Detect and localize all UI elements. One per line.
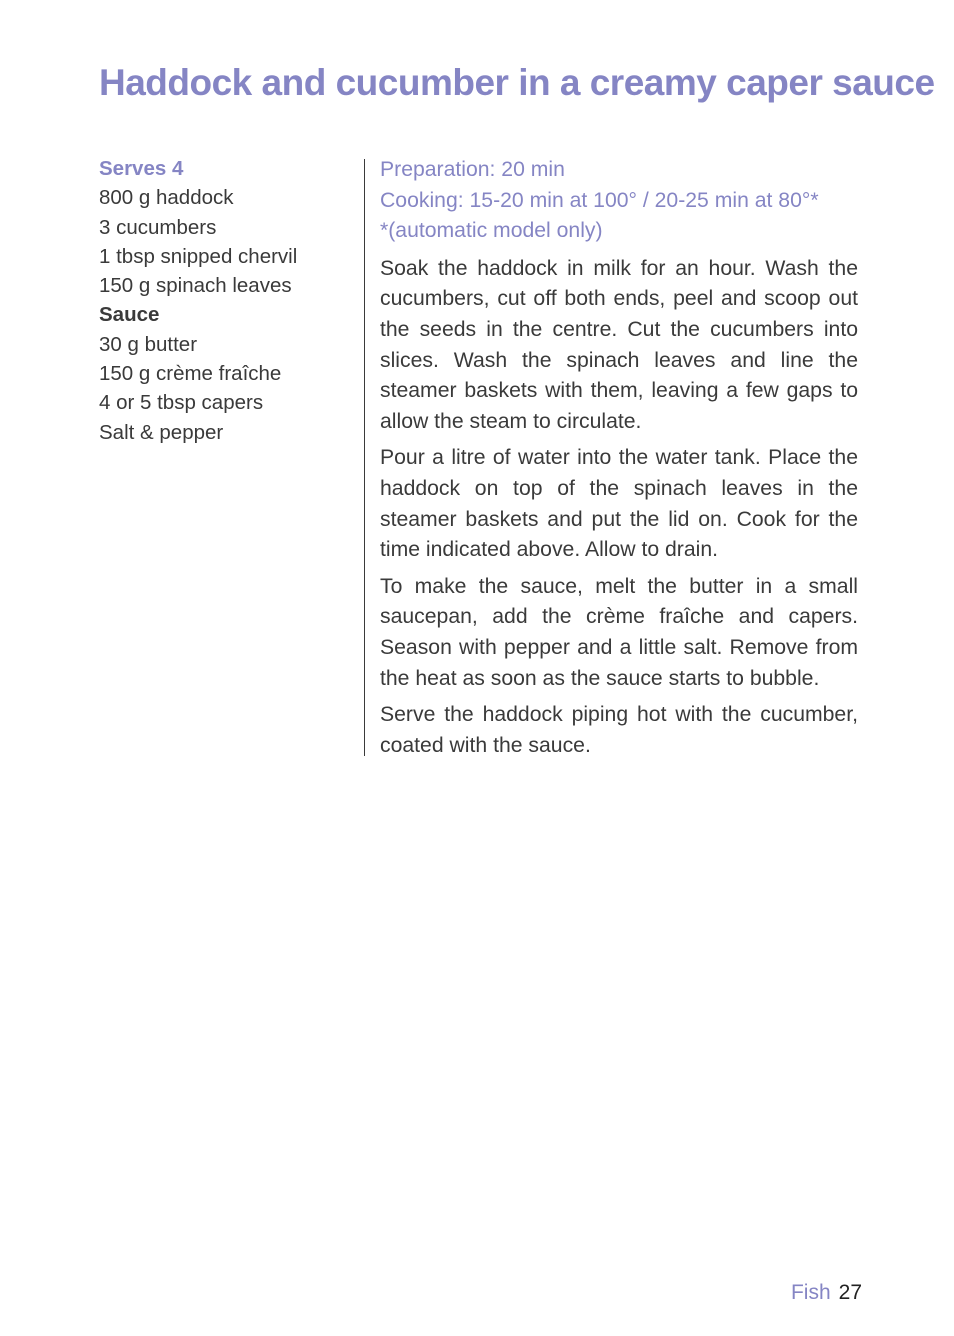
ingredient-item: 4 or 5 tbsp capers xyxy=(99,391,264,415)
automatic-model-note: *(automatic model only) xyxy=(380,219,603,243)
method-step: To make the sauce, melt the butter in a small saucepan, add the crème fraîche and capers. Season with pepper and a little salt. Remove from the heat as soon as the sauce starts to bubble. xyxy=(380,574,858,690)
ingredients-column xyxy=(99,154,349,447)
sauce-ingredients-list xyxy=(99,330,349,447)
main-ingredients-list xyxy=(99,183,349,300)
sauce-heading: Sauce xyxy=(99,303,160,327)
ingredient-item: Salt & pepper xyxy=(99,420,224,444)
ingredient-item: 800 g haddock xyxy=(99,186,234,210)
ingredient-item: 150 g spinach leaves xyxy=(99,274,292,298)
method-column xyxy=(380,155,858,761)
page-footer xyxy=(791,1281,862,1305)
ingredient-item: 150 g crème fraîche xyxy=(99,362,282,386)
method-step: Pour a litre of water into the water tank. Place the haddock on top of the spinach leaves in the steamer baskets and put the lid on. Cook for the time indicated above. Allow to drain. xyxy=(380,446,858,562)
page-number: 27 xyxy=(838,1281,862,1304)
ingredient-item: 1 tbsp snipped chervil xyxy=(99,244,298,268)
page-title: Haddock and cucumber in a creamy caper sauce xyxy=(99,62,935,103)
preparation-time: Preparation: 20 min xyxy=(380,158,565,181)
cooking-time: Cooking: 15-20 min at 100° / 20-25 min at 80°* xyxy=(380,188,819,212)
ingredient-item: 30 g butter xyxy=(99,332,198,356)
ingredient-item: 3 cucumbers xyxy=(99,215,217,239)
method-step: Soak the haddock in milk for an hour. Wash the cucumbers, cut off both ends, peel and scoop out the seeds in the centre. Cut the cucumbers into slices. Wash the spinach leaves and line the steamer baskets with them, leaving a few gaps to allow the steam to circulate. xyxy=(380,256,858,433)
method-step: Serve the haddock piping hot with the cucumber, coated with the sauce. xyxy=(380,703,858,757)
section-name: Fish xyxy=(790,1281,831,1304)
column-divider xyxy=(364,159,365,756)
serves-heading: Serves 4 xyxy=(99,157,184,180)
